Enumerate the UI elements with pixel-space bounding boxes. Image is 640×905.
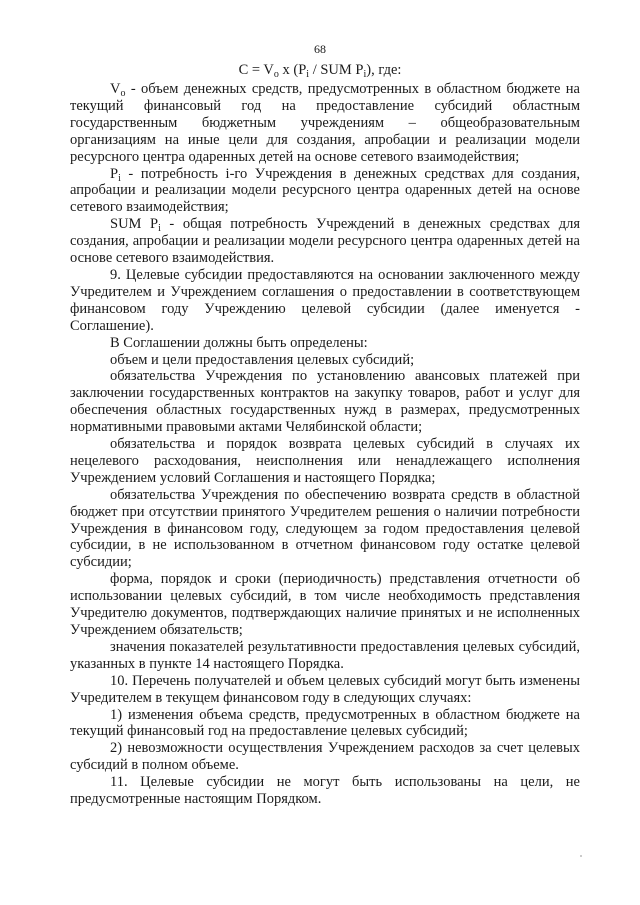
paragraph: 11. Целевые субсидии не могут быть использованы на цели, не предусмотренные настоящим Порядком. bbox=[70, 774, 580, 808]
document-body bbox=[70, 81, 580, 808]
definition-pi: $P_i$ - потребность i-го Учреждения в денежных средствах для создания, апробации и реализации модели ресурсного центра одаренных детей на основе сетевого взаимодействия; bbox=[70, 165, 580, 216]
paragraph: 10. Перечень получателей и объем целевых субсидий могут быть изменены Учредителем в текущем финансовом году в следующих случаях: bbox=[70, 672, 580, 706]
paragraph: В Соглашении должны быть определены: bbox=[110, 334, 368, 351]
paragraph: 2) невозможности осуществления Учреждением расходов за счет целевых субсидий в полном объеме. bbox=[70, 740, 580, 774]
page-number: 68 bbox=[314, 42, 326, 56]
paragraph: 9. Целевые субсидии предоставляются на основании заключенного между Учредителем и Учреждением соглашения о предоставлении в соответствующем финансовом году Учреждению целевой субсидии (далее именуется - Соглашение). bbox=[70, 266, 580, 334]
formula-line: $C = V_o$ x ($P_i$ / SUM $P_i$), где: bbox=[238, 62, 402, 80]
scan-speck bbox=[580, 855, 582, 857]
definition-vo: $V_o$ - объем денежных средств, предусмотренных в областном бюджете на текущий финансовый год на предоставление субсидий областным государственным бюджетным учреждениям – общеобразовательным организациям на иные цели для создания, апробации и реализации модели ресурсного центра одаренных детей на основе сетевого взаимодействия; bbox=[70, 81, 580, 165]
paragraph: обязательства Учреждения по обеспечению возврата средств в областной бюджет при отсутствии принятого Учредителем решения о наличии потребности Учреждения в финансовом году, следующем за годом предоставления целевой субсидии, в не использованном в отчетном финансовом году остатке целевой субсидии; bbox=[70, 486, 580, 571]
paragraph: 1) изменения объема средств, предусмотренных в областном бюджете на текущий финансовый год на предоставление целевых субсидий; bbox=[70, 706, 580, 740]
definition-sum-pi: SUM $P_i$ - общая потребность Учреждений в денежных средствах для создания, апробации и реализации модели ресурсного центра одаренных детей на основе сетевого взаимодействия. bbox=[70, 216, 580, 267]
paragraph: объем и цели предоставления целевых субсидий; bbox=[110, 351, 415, 368]
paragraph: форма, порядок и сроки (периодичность) представления отчетности об использовании целевых субсидий, в том числе необходимость представления Учредителю документов, подтверждающих наличие принятых и не исполненных Учреждением обязательств; bbox=[70, 571, 580, 638]
paragraph: значения показателей результативности предоставления целевых субсидий, указанных в пункте 14 настоящего Порядка. bbox=[70, 638, 580, 672]
paragraph: обязательства и порядок возврата целевых субсидий в случаях их нецелевого расходования, неисполнения или ненадлежащего исполнения Учреждением условий Соглашения и настоящего Порядка; bbox=[70, 436, 580, 486]
paragraph: обязательства Учреждения по установлению авансовых платежей при заключении государственных контрактов на закупку товаров, работ и услуг для обеспечения областных государственных нужд в размерах, предусмотренных нормативными правовыми актами Челябинской области; bbox=[70, 368, 580, 436]
